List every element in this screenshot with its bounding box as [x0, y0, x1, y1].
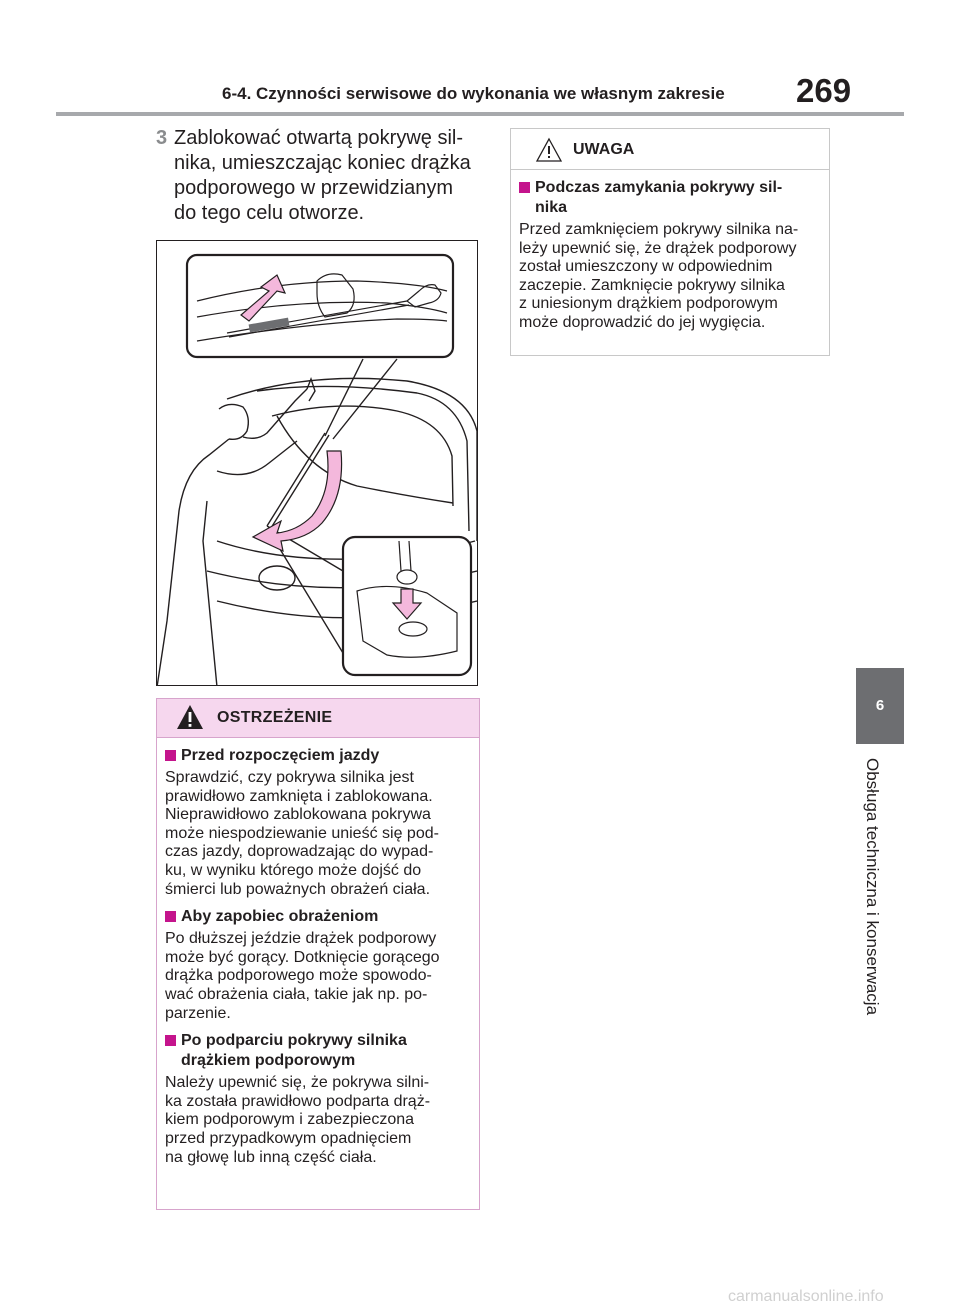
step-line: Zablokować otwartą pokrywę sil- — [174, 127, 463, 149]
warning-header — [157, 699, 479, 738]
section-text — [165, 769, 471, 899]
hood-illustration-drawing — [157, 241, 478, 686]
chapter-title-vertical — [862, 758, 898, 1048]
step-line: podporowego w przewidzianym — [174, 177, 454, 199]
hood-support-illustration — [156, 240, 478, 686]
warning-label: OSTRZEŻENIE — [217, 709, 333, 726]
text-line: Należy upewnić się, że pokrywa silni- — [165, 1074, 430, 1092]
warning-section — [157, 1031, 479, 1167]
text-line: Po dłuższej jeździe drążek podporowy — [165, 930, 437, 948]
heading-line: nika — [535, 199, 568, 216]
bullet-square — [519, 182, 530, 193]
heading-line: Aby zapobiec obrażeniom — [181, 908, 379, 926]
text-line: może niespodziewanie unieść się pod- — [165, 824, 439, 842]
section-heading — [519, 178, 821, 218]
heading-line: Przed rozpoczęciem jazdy — [181, 747, 380, 764]
step-line: nika, umieszczając koniec drążka — [174, 152, 471, 174]
text-line: może być gorący. Dotknięcie gorącego — [165, 948, 440, 966]
text-line: zaczepie. Zamknięcie pokrywy silnika — [519, 276, 785, 294]
text-line: kiem podporowym i zabezpieczona — [165, 1111, 415, 1129]
heading-line: Podczas zamykania pokrywy sil- — [535, 179, 783, 196]
closing-arrow — [253, 451, 342, 551]
text-line: drążka podporowego może spowodo- — [165, 967, 432, 985]
warning-box — [156, 698, 480, 1210]
section-heading — [165, 746, 471, 766]
text-line: Nieprawidłowo zablokowana pokrywa — [165, 806, 431, 824]
text-line: Przed zamknięciem pokrywy silnika na- — [519, 221, 799, 238]
warning-section — [157, 746, 479, 899]
heading-line: Po podparciu pokrywy silnika — [181, 1032, 407, 1050]
section-heading — [165, 1031, 471, 1071]
text-line: z uniesionym drążkiem podporowym — [519, 295, 778, 313]
section-text — [165, 1074, 471, 1167]
section-title: 6-4. Czynności serwisowe do wykonania we własnym zakresie — [222, 84, 725, 103]
bullet-square — [165, 911, 176, 922]
page-number: 269 — [796, 72, 852, 109]
caution-box — [510, 128, 830, 356]
text-line: prawidłowo zamknięta i zablokowana. — [165, 787, 433, 805]
text-line: może doprowadzić do jej wygięcia. — [519, 313, 766, 331]
text-line: parzenie. — [165, 1004, 231, 1022]
text-line: leży upewnić się, że drążek podporowy — [519, 239, 797, 257]
chapter-tab: 6 — [856, 668, 904, 744]
caution-header — [511, 129, 829, 170]
caution-icon — [535, 137, 563, 163]
caution-label: UWAGA — [573, 141, 635, 158]
step-line: do tego celu otworze. — [174, 202, 365, 224]
warning-section — [157, 907, 479, 1023]
text-line: został umieszczony w odpowiednim — [519, 258, 773, 276]
text-line: wać obrażenia ciała, takie jak np. po- — [165, 985, 428, 1003]
chapter-title: Obsługa techniczna i konserwacja — [863, 758, 882, 1016]
text-line: śmierci lub poważnych obrażeń ciała. — [165, 880, 431, 898]
caution-section — [511, 178, 829, 333]
text-line: Sprawdzić, czy pokrywa silnika jest — [165, 769, 414, 786]
text-line: ku, w wyniku którego może dojść do — [165, 861, 422, 879]
instruction-step — [156, 126, 486, 226]
step-number: 3 — [156, 127, 168, 149]
watermark: carmanualsonline.info — [728, 1288, 884, 1305]
text-line: ka została prawidłowo podparta drąż- — [165, 1092, 431, 1110]
text-line: czas jazdy, doprowadzając do wypad- — [165, 843, 434, 861]
text-line: na głowę lub inną część ciała. — [165, 1148, 377, 1166]
heading-line: drążkiem podporowym — [181, 1052, 356, 1070]
bullet-square — [165, 1035, 176, 1046]
upper-detail-inset — [187, 255, 453, 357]
section-text — [165, 930, 471, 1023]
section-text — [519, 221, 821, 333]
bullet-square — [165, 750, 176, 761]
section-heading — [165, 907, 471, 927]
header-rule — [56, 112, 904, 116]
text-line: przed przypadkowym opadnięciem — [165, 1129, 412, 1147]
warning-icon — [175, 703, 205, 731]
lower-detail-inset — [343, 537, 471, 675]
